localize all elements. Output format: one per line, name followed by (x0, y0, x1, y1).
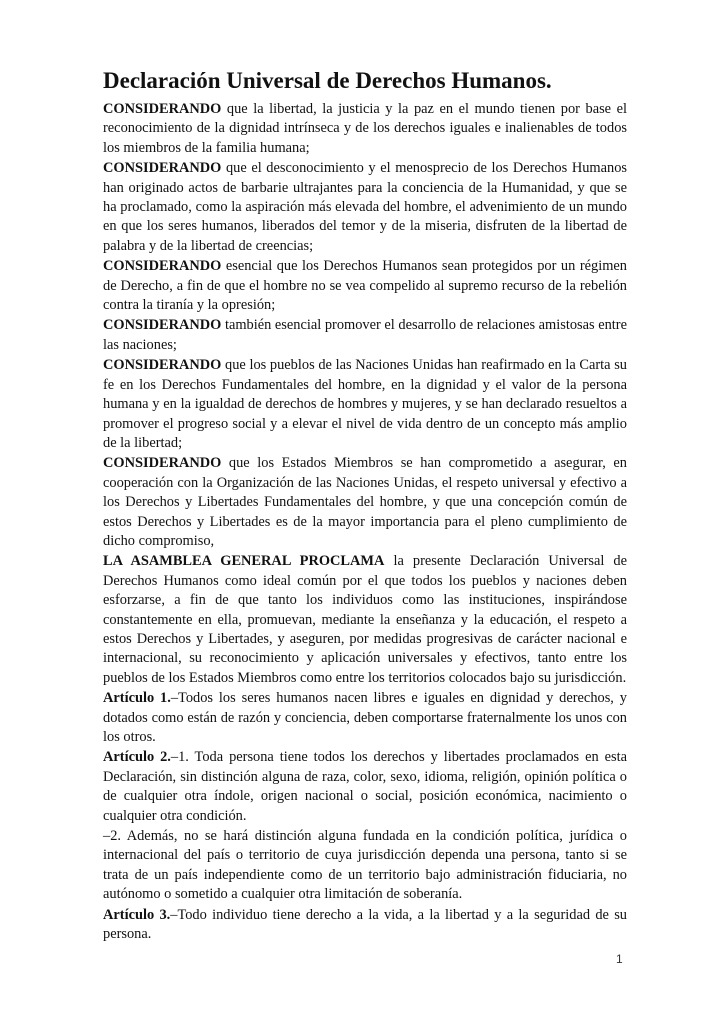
paragraph-articulo-2-inciso-2 (103, 827, 627, 905)
paragraph-text: –2. Además, no se hará distinción alguna fundada en la condición política, jurídica o internacional del país o territorio de cuya jurisdicción dependa una persona, tanto si se trata de un país independiente como de un territorio bajo administración fiduciaria, no autónomo o sometido a cualquier otra limitación de soberanía. (103, 828, 627, 903)
paragraph-lead: Artículo 2. (103, 749, 171, 766)
paragraph-text: que los pueblos de las Naciones Unidas han reafirmado en la Carta su fe en los Derechos Fundamentales del hombre, en la dignidad y el valor de la persona humana y en la igualdad de derechos de hombres y mujeres, y se han declarado resueltos a promover el progreso social y a elevar el nivel de vida dentro de un concepto más amplio de la libertad; (103, 357, 627, 451)
paragraph-lead: LA ASAMBLEA GENERAL PROCLAMA (103, 553, 385, 570)
paragraph-articulo-3 (103, 906, 627, 945)
paragraph-considerando-4 (103, 316, 627, 355)
paragraph-proclama (103, 552, 627, 688)
paragraph-lead: CONSIDERANDO (103, 357, 222, 374)
paragraph-considerando-3 (103, 257, 627, 315)
paragraph-text: la presente Declaración Universal de Derechos Humanos como ideal común por el que todos los pueblos y naciones deben esforzarse, a fin de que tanto los individuos como las instituciones, inspirándose constantemente en ella, promuevan, mediante la enseñanza y la educación, el respeto a estos Derechos y Libertades, y aseguren, por medidas progresivas de carácter nacional e internacional, su reconocimiento y aplicación universales y efectivos, tanto entre los pueblos de los Estados Miembros como entre los territorios colocados bajo su jurisdicción. (103, 553, 627, 686)
paragraph-text: que el desconocimiento y el menosprecio de los Derechos Humanos han originado actos de barbarie ultrajantes para la conciencia de la Humanidad, y que se ha proclamado, como la aspiración más elevada del hombre, el advenimiento de un mundo en que los seres humanos, liberados del temor y de la miseria, disfruten de la libertad de palabra y de la libertad de creencias; (103, 160, 627, 254)
paragraph-text: –Todo individuo tiene derecho a la vida, a la libertad y a la seguridad de su persona. (103, 906, 628, 943)
paragraph-text: que la libertad, la justicia y la paz en el mundo tienen por base el reconocimiento de la dignidad intrínseca y de los derechos iguales e inalienables de todos los miembros de la familia humana; (103, 101, 627, 156)
paragraph-text: también esencial promover el desarrollo de relaciones amistosas entre las naciones; (103, 317, 627, 353)
paragraph-articulo-1 (103, 689, 627, 747)
paragraph-lead: Artículo 1. (103, 690, 171, 707)
paragraph-text: que los Estados Miembros se han comprometido a asegurar, en cooperación con la Organización de las Naciones Unidas, el respeto universal y efectivo a los Derechos y Libertades Fundamentales del hombre, y que una concepción común de estos Derechos y Libertades es de la mayor importancia para el pleno cumplimiento de dicho compromiso, (103, 455, 627, 549)
paragraph-lead: Artículo 3. (103, 906, 171, 923)
paragraph-lead: CONSIDERANDO (103, 455, 222, 472)
paragraph-text: esencial que los Derechos Humanos sean protegidos por un régimen de Derecho, a fin de que el hombre no se vea compelido al supremo recurso de la rebelión contra la tiranía y la opresión; (103, 258, 627, 314)
document-page (103, 66, 627, 945)
paragraph-considerando-1 (103, 100, 627, 158)
paragraph-articulo-2 (103, 748, 627, 826)
page-number: 1 (616, 952, 623, 966)
paragraph-text: –1. Toda persona tiene todos los derechos y libertades proclamados en esta Declaración, sin distinción alguna de raza, color, sexo, idioma, religión, opinión política o de cualquier otra índole, origen nacional o social, posición económica, nacimiento o cualquier otra condición. (103, 749, 627, 824)
paragraph-text: –Todos los seres humanos nacen libres e iguales en dignidad y derechos, y dotados como están de razón y conciencia, deben comportarse fraternalmente los unos con los otros. (103, 690, 627, 745)
paragraph-considerando-2 (103, 159, 627, 256)
paragraph-considerando-6 (103, 454, 627, 551)
paragraph-lead: CONSIDERANDO (103, 258, 222, 275)
paragraph-lead: CONSIDERANDO (103, 317, 222, 334)
paragraph-lead: CONSIDERANDO (103, 101, 222, 117)
paragraph-considerando-5 (103, 356, 627, 453)
paragraph-lead: CONSIDERANDO (103, 160, 222, 177)
document-title: Declaración Universal de Derechos Humanos. (103, 68, 552, 93)
